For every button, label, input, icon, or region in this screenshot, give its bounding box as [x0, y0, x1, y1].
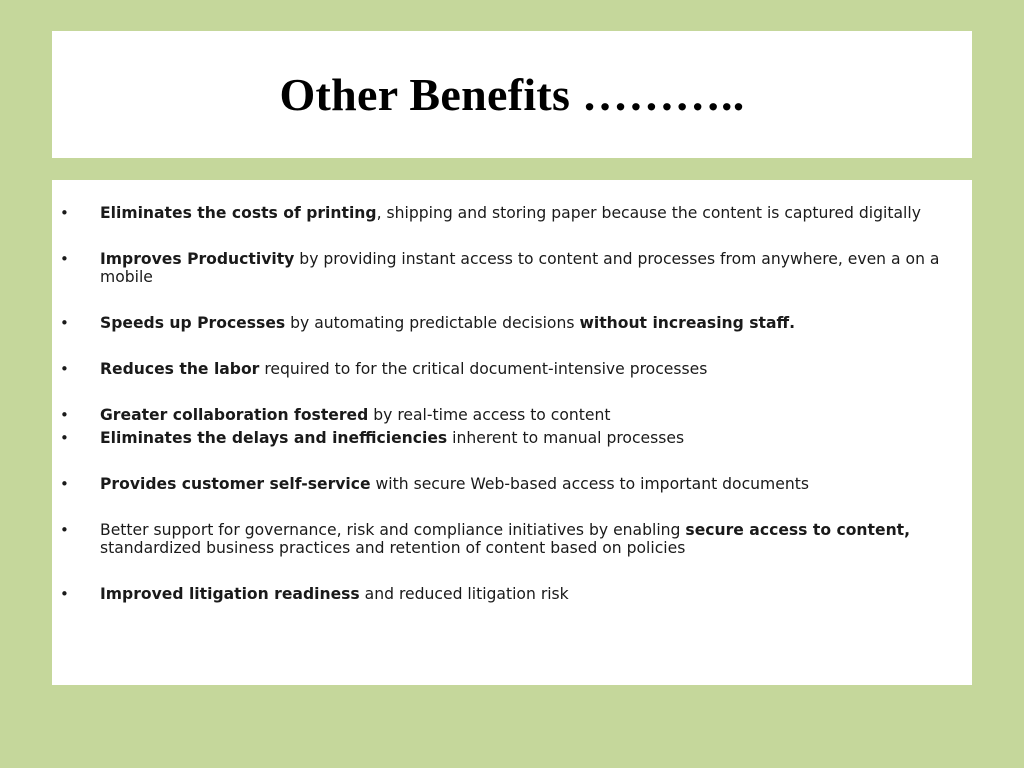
bullet-text: inherent to manual processes: [447, 429, 685, 447]
list-item: [52, 406, 972, 424]
content-panel: [52, 180, 972, 685]
bullet-icon: •: [60, 314, 69, 332]
bullet-text: required to for the critical document-intensive processes: [259, 360, 708, 378]
bullet-list: [52, 204, 972, 603]
list-item: [52, 429, 972, 447]
bullet-icon: •: [60, 429, 69, 447]
bullet-bold: Improves Productivity: [100, 250, 295, 268]
bullet-text: and reduced litigation risk: [359, 585, 569, 603]
bullet-icon: •: [60, 204, 69, 222]
list-item: [52, 585, 972, 603]
bullet-icon: •: [60, 250, 69, 268]
bullet-bold: Eliminates the costs of printing: [100, 204, 377, 222]
bullet-text: , shipping and storing paper because the content is captured digitally: [376, 204, 921, 222]
list-item: [52, 250, 972, 286]
bullet-text: by automating predictable decisions: [285, 314, 580, 332]
bullet-icon: •: [60, 360, 69, 378]
bullet-icon: •: [60, 521, 69, 539]
bullet-text: standardized business practices and retention of content based on policies: [100, 539, 686, 557]
list-item: [52, 360, 972, 378]
bullet-bold: Reduces the labor: [100, 360, 260, 378]
list-item: [52, 521, 972, 557]
bullet-bold: Speeds up Processes: [100, 314, 286, 332]
bullet-bold: Improved litigation readiness: [100, 585, 360, 603]
bullet-text-lead: Better support for governance, risk and compliance initiatives by enabling: [100, 521, 686, 539]
bullet-text: by providing instant access to content and processes from anywhere, even a on a mobile: [100, 250, 940, 286]
bullet-bold-2: without increasing staff.: [579, 314, 796, 332]
bullet-icon: •: [60, 475, 69, 493]
list-item: [52, 314, 972, 332]
slide-title: Other Benefits ………..: [279, 69, 745, 120]
bullet-icon: •: [60, 585, 69, 603]
bullet-bold: Greater collaboration fostered: [100, 406, 369, 424]
bullet-bold: secure access to content,: [685, 521, 911, 539]
bullet-text: by real-time access to content: [368, 406, 611, 424]
list-item: [52, 204, 972, 222]
bullet-bold: Eliminates the delays and inefficiencies: [100, 429, 448, 447]
bullet-icon: •: [60, 406, 69, 424]
list-item: [52, 475, 972, 493]
title-panel: [52, 31, 972, 158]
bullet-bold: Provides customer self-service: [100, 475, 371, 493]
bullet-text: with secure Web-based access to important documents: [370, 475, 809, 493]
